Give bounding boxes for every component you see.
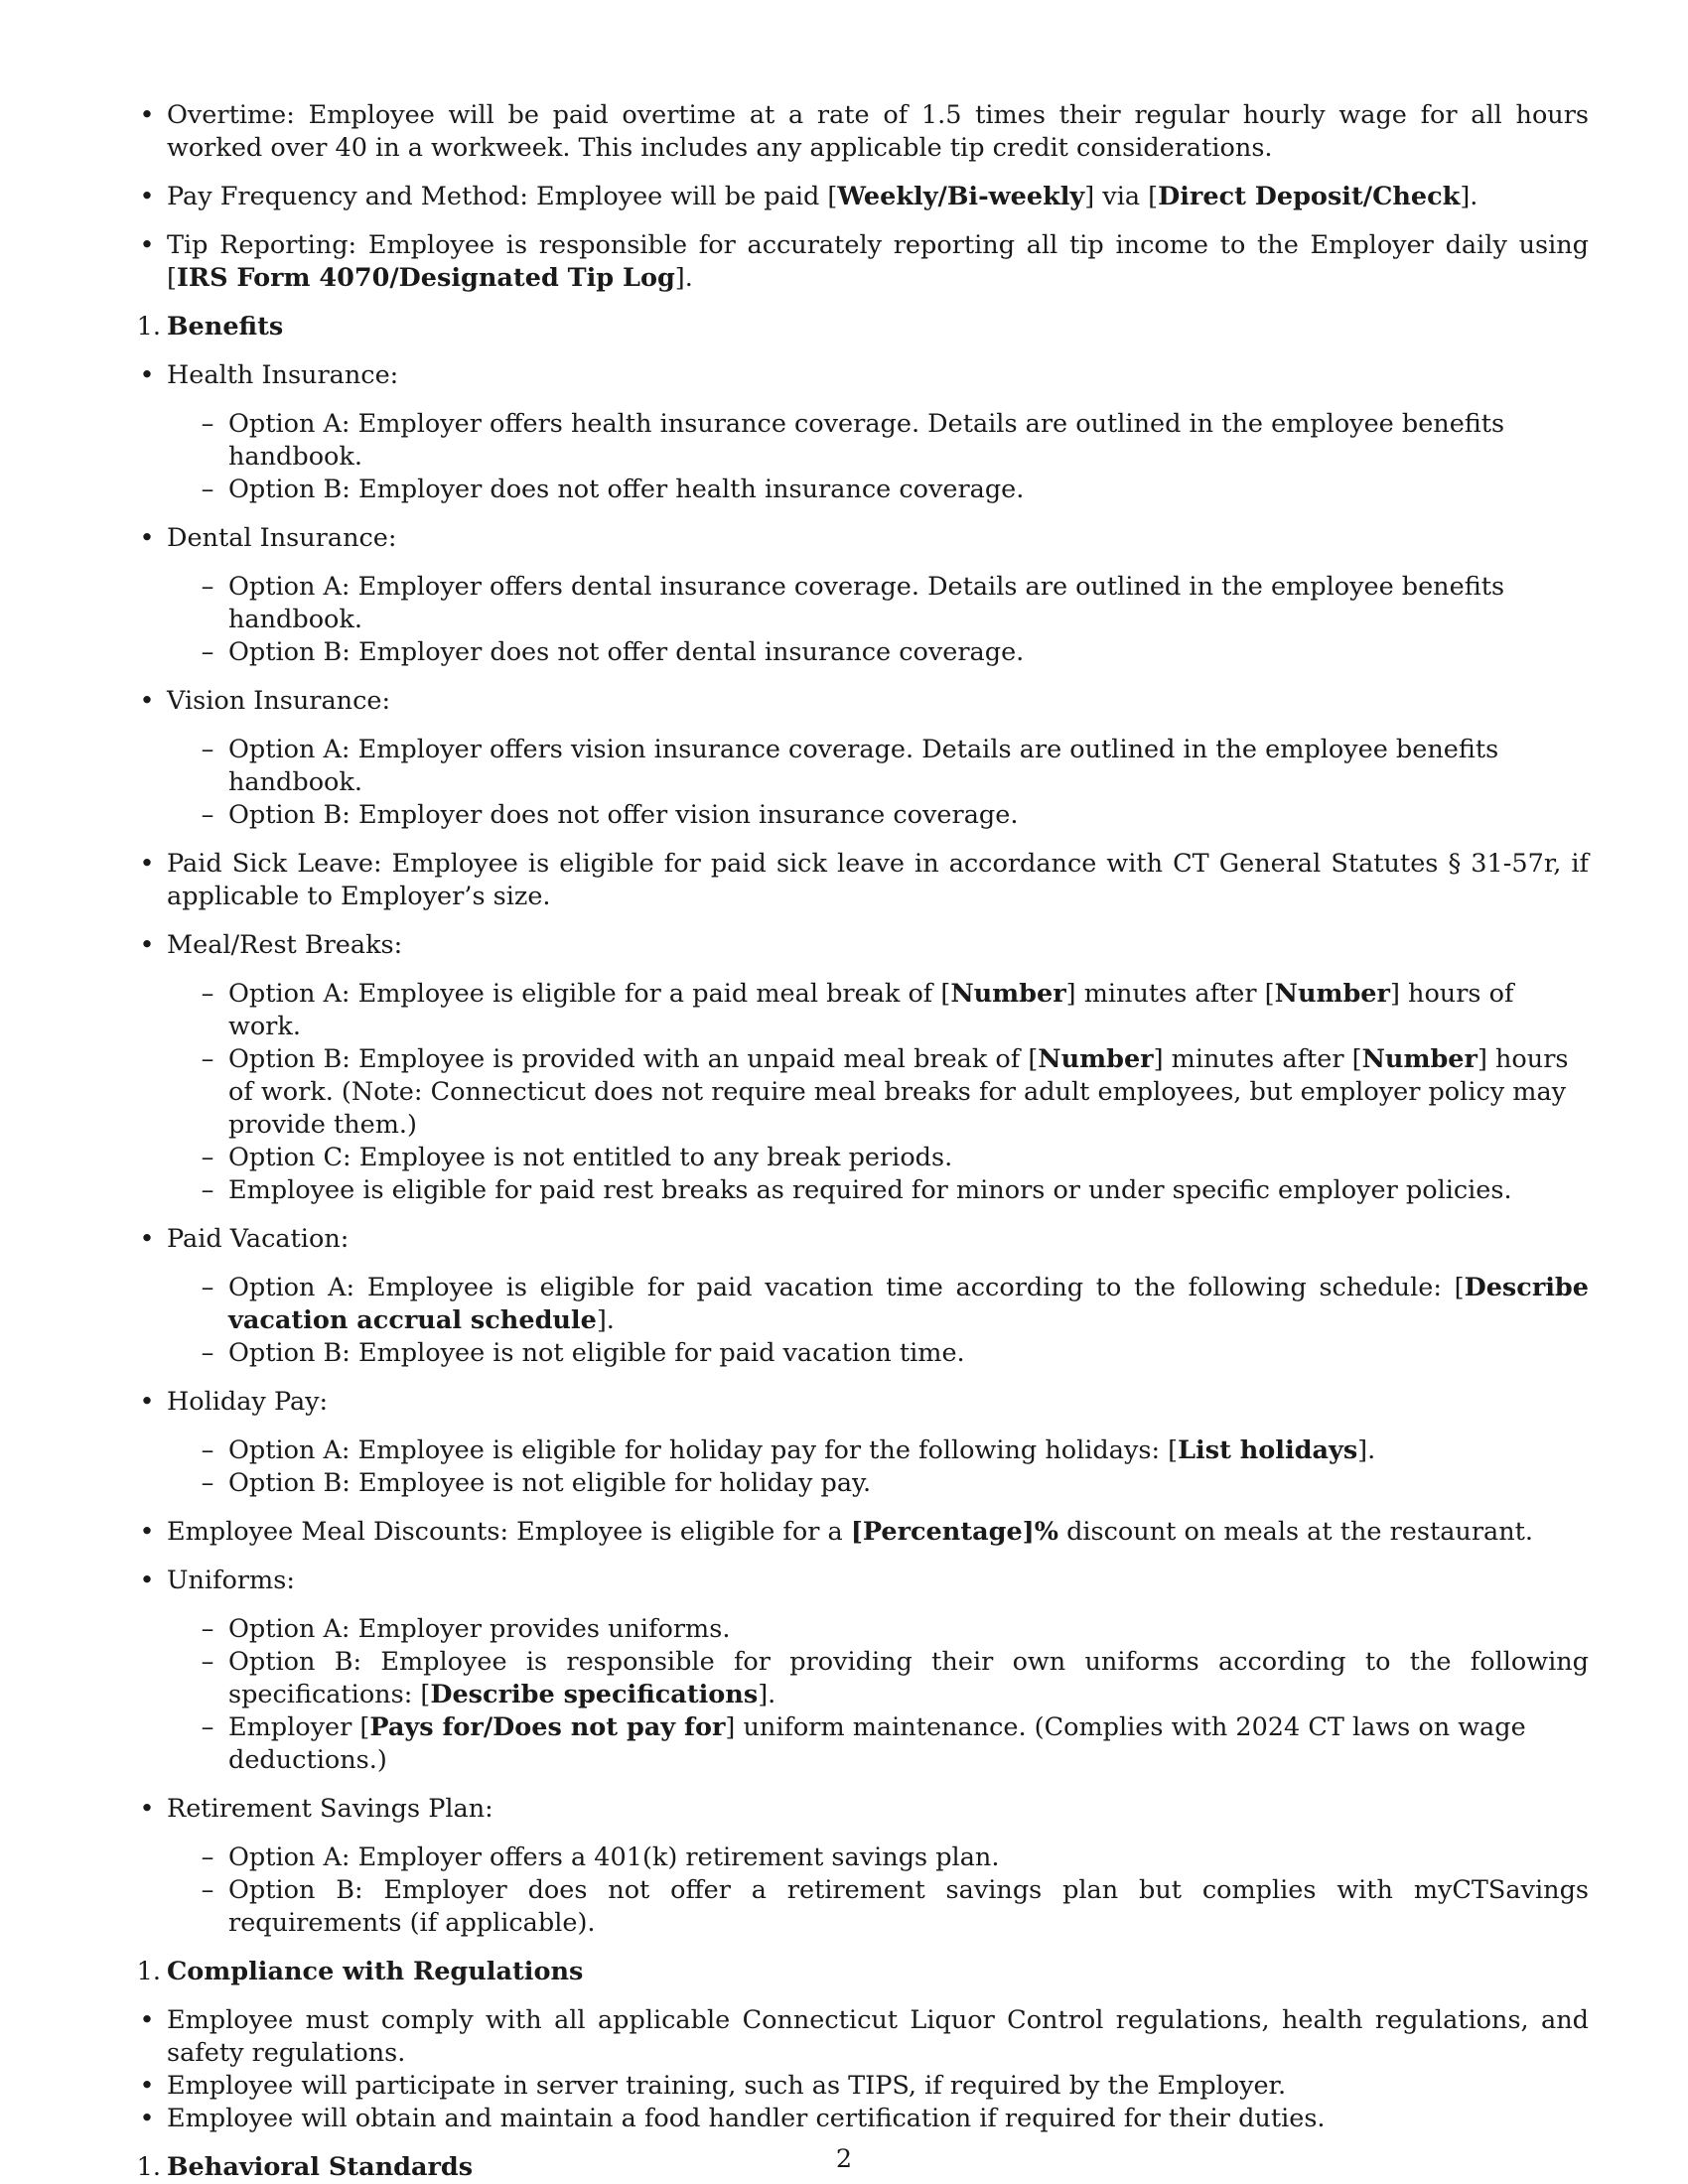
option-text: ]. [758,1680,776,1709]
placeholder: Describe vacation accrual schedule [228,1273,1589,1335]
section-heading-compliance [136,1956,1589,1988]
section-title: Benefits [167,312,284,341]
page-number: 2 [835,2144,853,2174]
list-item-sick-leave [139,848,1589,913]
option-text: Option B: Employer does not offer dental insurance coverage. [228,637,1025,667]
placeholder: Number [1274,979,1390,1009]
pay-method-placeholder: Direct Deposit/Check [1158,182,1461,211]
bullet: • [139,1794,155,1824]
placeholder: Number [950,979,1066,1009]
dash: – [201,1435,214,1465]
sub-item [167,1434,1589,1467]
sub-item [167,1467,1589,1500]
sub-item [167,1142,1589,1174]
option-text: Option A: Employee is eligible for a paid meal break of [ [228,979,951,1009]
option-text: ]. [596,1305,615,1335]
percentage-placeholder: [Percentage]% [850,1517,1058,1547]
dash: – [201,637,214,667]
vision-label: Vision Insurance: [167,686,391,716]
section-title: Behavioral Standards [167,2152,474,2182]
bullet: • [139,182,155,211]
vision-options [167,734,1589,832]
option-text: Option B: Employer does not offer vision insurance coverage. [228,800,1019,830]
option-text: Employer [ [228,1712,370,1742]
bullet: • [139,360,155,390]
sub-item [167,408,1589,474]
placeholder: Pays for/Does not pay for [369,1712,726,1742]
bullet: • [139,2104,155,2133]
retirement-label: Retirement Savings Plan: [167,1794,493,1824]
option-text: ] minutes after [ [1065,979,1275,1009]
list-item-compliance-liquor [139,2004,1589,2070]
health-label: Health Insurance: [167,360,399,390]
dash: – [201,409,214,439]
option-text: Option A: Employer offers dental insurance coverage. Details are outlined in the employee benefits handbook. [228,572,1505,634]
uniforms-label: Uniforms: [167,1566,295,1595]
compliance-text: Employee will participate in server training, such as TIPS, if required by the Employer. [167,2071,1287,2101]
placeholder: Describe specifications [430,1680,759,1709]
sub-item [167,636,1589,669]
section-title: Compliance with Regulations [167,1957,584,1986]
bullet: • [139,849,155,879]
dash: – [201,1468,214,1498]
dash: – [201,1843,214,1872]
retirement-options [167,1842,1589,1940]
pay-text: ]. [1460,182,1478,211]
sub-item [167,474,1589,506]
dash: – [201,572,214,602]
vacation-label: Paid Vacation: [167,1224,350,1254]
option-text: Option B: Employee is provided with an unpaid meal break of [ [228,1044,1039,1074]
option-text: Option A: Employer offers vision insurance coverage. Details are outlined in the employee benefits handbook. [228,735,1499,797]
health-options [167,408,1589,506]
list-item-compliance-training [139,2070,1589,2103]
option-text: Option A: Employer offers health insurance coverage. Details are outlined in the employee benefits handbook. [228,409,1505,472]
dash: – [201,1614,214,1644]
dash: – [201,1712,214,1742]
section-number: 1. [136,2152,161,2182]
bullet: • [139,930,155,960]
dental-options [167,571,1589,669]
bullet: • [139,2005,155,2035]
option-text: Option A: Employer provides uniforms. [228,1614,731,1644]
compliance-text: Employee must comply with all applicable Connecticut Liquor Control regulations, health regulations, and safety regulations. [167,2005,1589,2068]
sub-item [167,978,1589,1043]
bullet: • [139,1517,155,1547]
tip-text: ]. [674,263,693,293]
discount-text: discount on meals at the restaurant. [1057,1517,1534,1547]
list-item-uniforms [139,1565,1589,1597]
sick-leave-text: Paid Sick Leave: Employee is eligible for paid sick leave in accordance with CT General Statutes § 31-57r, if applicable to Employer’s size. [167,849,1589,911]
dash: – [201,800,214,830]
bullet: • [139,1224,155,1254]
option-text: Option B: Employee is not eligible for holiday pay. [228,1468,872,1498]
dash: – [201,1338,214,1368]
sub-item [167,1272,1589,1337]
pay-frequency-placeholder: Weekly/Bi-weekly [837,182,1085,211]
pay-text: ] via [ [1084,182,1159,211]
option-text: Option C: Employee is not entitled to any break periods. [228,1143,953,1172]
placeholder: Number [1038,1044,1154,1074]
dash: – [201,1273,214,1302]
list-item-retirement [139,1793,1589,1826]
list-item-pay-frequency [139,181,1589,213]
dash: – [201,475,214,504]
option-text: Employee is eligible for paid rest breaks as required for minors or under specific employer policies. [228,1175,1512,1205]
dash: – [201,735,214,764]
list-item-tip-reporting [139,229,1589,295]
list-item-meal-discount [139,1516,1589,1549]
overtime-text: Overtime: Employee will be paid overtime at a rate of 1.5 times their regular hourly wage for all hours worked over 40 in a workweek. This includes any applicable tip credit considerations. [167,100,1589,163]
dental-label: Dental Insurance: [167,523,397,553]
bullet: • [139,230,155,260]
option-text: Option B: Employee is not eligible for paid vacation time. [228,1338,965,1368]
list-item-vacation [139,1223,1589,1256]
dash: – [201,1044,214,1074]
pay-text: Pay Frequency and Method: Employee will be paid [ [167,182,838,211]
sub-item [167,1043,1589,1142]
bullet: • [139,2071,155,2101]
sub-item [167,1174,1589,1207]
sub-item [167,571,1589,636]
bullet: • [139,686,155,716]
breaks-options [167,978,1589,1207]
list-item-health-insurance [139,359,1589,392]
option-text: ] uniform maintenance. (Complies with 2024 CT laws on wage deductions.) [228,1712,1526,1775]
document-page [136,99,1589,2184]
section-number: 1. [136,312,161,341]
holiday-label: Holiday Pay: [167,1387,329,1417]
sub-item [167,799,1589,832]
breaks-label: Meal/Rest Breaks: [167,930,403,960]
option-text: ] hours of work. [228,979,1514,1041]
list-item-holiday [139,1386,1589,1419]
list-item-compliance-food-handler [139,2103,1589,2135]
section-heading-benefits [136,311,1589,343]
list-item-dental-insurance [139,522,1589,555]
dash: – [201,979,214,1009]
sub-item [167,1842,1589,1874]
option-text: Option B: Employer does not offer health insurance coverage. [228,475,1025,504]
option-text: ]. [1357,1435,1376,1465]
tip-text: Tip Reporting: Employee is responsible for accurately reporting all tip income to the Employer daily using [ [167,230,1589,293]
dash: – [201,1143,214,1172]
dash: – [201,1647,214,1677]
dash: – [201,1875,214,1905]
list-item-breaks [139,929,1589,962]
sub-item [167,1613,1589,1646]
bullet: • [139,1566,155,1595]
discount-text: Employee Meal Discounts: Employee is eligible for a [167,1517,851,1547]
compliance-text: Employee will obtain and maintain a food handler certification if required for their duties. [167,2104,1326,2133]
option-text: Option A: Employee is eligible for holiday pay for the following holidays: [ [228,1435,1179,1465]
option-text: Option A: Employee is eligible for paid vacation time according to the following schedule: [ [228,1273,1465,1302]
bullet: • [139,523,155,553]
sub-item [167,1874,1589,1940]
list-item-vision-insurance [139,685,1589,718]
uniforms-options [167,1613,1589,1777]
dash: – [201,1175,214,1205]
sub-item [167,1337,1589,1370]
bullet: • [139,1387,155,1417]
holiday-options [167,1434,1589,1500]
bullet: • [139,100,155,130]
list-item-overtime [139,99,1589,165]
sub-item [167,734,1589,799]
placeholder: List holidays [1178,1435,1358,1465]
option-text: ] hours of work. (Note: Connecticut does not require meal breaks for adult employees, but employer policy may provide them.) [228,1044,1569,1140]
sub-item [167,1646,1589,1711]
option-text: Option B: Employee is responsible for providing their own uniforms according to the following specifications: [ [228,1647,1589,1709]
section-number: 1. [136,1957,161,1986]
vacation-options [167,1272,1589,1370]
option-text: Option A: Employer offers a 401(k) retirement savings plan. [228,1843,1000,1872]
option-text: Option B: Employer does not offer a retirement savings plan but complies with myCTSavings requirements (if applicable). [228,1875,1589,1938]
sub-item [167,1711,1589,1777]
option-text: ] minutes after [ [1153,1044,1362,1074]
placeholder: Number [1361,1044,1477,1074]
tip-log-placeholder: IRS Form 4070/Designated Tip Log [176,263,675,293]
